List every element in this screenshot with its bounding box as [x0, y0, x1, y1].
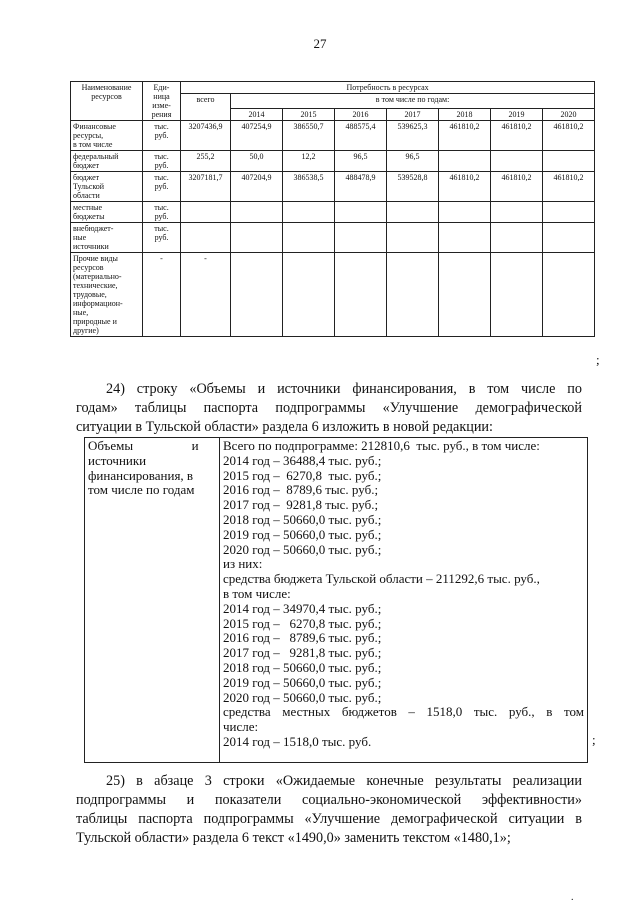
row-year-cell	[491, 223, 543, 253]
header-name-cell: Наименование ресурсов	[71, 82, 143, 121]
row-year-cell	[491, 253, 543, 337]
row-year-cell	[439, 253, 491, 337]
row-year-cell	[491, 151, 543, 172]
header-year-cell: 2018	[439, 109, 491, 121]
footer-mark: .	[571, 892, 574, 903]
paragraph-24: 24) строку «Объемы и источники финансирования, в том числе по годам» таблицы паспорта подпрограммы «Улучшение демографической ситуации в Тульской области» раздела 6 изложить в новой редакции:	[76, 381, 582, 435]
financing-table	[84, 437, 588, 763]
row-year-cell	[283, 202, 335, 223]
table-row	[71, 121, 595, 151]
header-year-cell: 2016	[335, 109, 387, 121]
row-total-cell: -	[181, 253, 231, 337]
row-year-cell	[491, 202, 543, 223]
table-row	[71, 202, 595, 223]
row-year-cell	[231, 202, 283, 223]
paragraph-25: 25) в абзаце 3 строки «Ожидаемые конечные результаты реализации подпрограммы и показатели социально-экономической эффективности» таблицы паспорта подпрограммы «Улучшение демографической ситуации в Тульской области» раздела 6 текст «1490,0» заменить текстом «1480,1»;	[76, 773, 582, 846]
row-year-cell: 539528,8	[387, 172, 439, 202]
row-name-cell: федеральный бюджет	[71, 151, 143, 172]
row-year-cell	[543, 151, 595, 172]
row-year-cell: 96,5	[335, 151, 387, 172]
row-year-cell: 461810,2	[439, 121, 491, 151]
row-year-cell	[543, 202, 595, 223]
row-year-cell	[283, 223, 335, 253]
row-year-cell	[335, 202, 387, 223]
row-year-cell	[543, 253, 595, 337]
row-unit-cell: тыс. руб.	[143, 121, 181, 151]
row-year-cell: 461810,2	[491, 172, 543, 202]
table-row	[71, 151, 595, 172]
row-year-cell	[439, 223, 491, 253]
row-year-cell	[387, 253, 439, 337]
row-year-cell: 50,0	[231, 151, 283, 172]
row-year-cell: 461810,2	[543, 172, 595, 202]
row-year-cell	[387, 223, 439, 253]
row-year-cell	[283, 253, 335, 337]
row-name-cell: Финансовые ресурсы, в том числе	[71, 121, 143, 151]
header-year-cell: 2015	[283, 109, 335, 121]
row-total-cell	[181, 223, 231, 253]
resources-table	[70, 81, 595, 337]
header-unit-cell: Еди- ница изме- рения	[143, 82, 181, 121]
row-name-cell: местные бюджеты	[71, 202, 143, 223]
row-name-cell: Прочие виды ресурсов (материально- технические, трудовые, информацион- ные, природные и другие)	[71, 253, 143, 337]
row-year-cell	[231, 223, 283, 253]
row-total-cell	[181, 202, 231, 223]
row-year-cell	[335, 223, 387, 253]
table2-semicolon: ;	[592, 732, 596, 747]
row-year-cell	[335, 253, 387, 337]
row-unit-cell: тыс. руб.	[143, 172, 181, 202]
row-total-cell: 255,2	[181, 151, 231, 172]
row-year-cell	[387, 202, 439, 223]
row-year-cell: 12,2	[283, 151, 335, 172]
header-by-years-cell: в том числе по годам:	[231, 94, 595, 109]
table-row	[71, 253, 595, 337]
row-year-cell: 386550,7	[283, 121, 335, 151]
row-year-cell: 386538,5	[283, 172, 335, 202]
row-year-cell: 407204,9	[231, 172, 283, 202]
row-unit-cell: тыс. руб.	[143, 223, 181, 253]
table-row	[71, 223, 595, 253]
table-row	[71, 172, 595, 202]
header-year-cell: 2014	[231, 109, 283, 121]
financing-label-cell: Объемы и источники финансирования, в том числе по годам	[85, 438, 220, 763]
row-year-cell: 488478,9	[335, 172, 387, 202]
row-year-cell: 407254,9	[231, 121, 283, 151]
row-year-cell: 461810,2	[439, 172, 491, 202]
table1-semicolon: ;	[596, 352, 600, 367]
row-total-cell: 3207436,9	[181, 121, 231, 151]
row-year-cell: 461810,2	[491, 121, 543, 151]
header-year-cell: 2019	[491, 109, 543, 121]
row-name-cell: внебюджет- ные источники	[71, 223, 143, 253]
header-year-cell: 2020	[543, 109, 595, 121]
row-name-cell: бюджет Тульской области	[71, 172, 143, 202]
page-number: 27	[313, 36, 327, 51]
row-total-cell: 3207181,7	[181, 172, 231, 202]
row-year-cell: 539625,3	[387, 121, 439, 151]
header-year-cell: 2017	[387, 109, 439, 121]
header-total-cell: всего	[181, 94, 231, 121]
row-year-cell	[231, 253, 283, 337]
row-year-cell	[543, 223, 595, 253]
header-need-cell: Потребность в ресурсах	[181, 82, 595, 94]
financing-value-cell: Всего по подпрограмме: 212810,6 тыс. руб., в том числе: 2014 год – 36488,4 тыс. руб.; 2015 год – 6270,8 тыс. руб.; 2016 год – 8789,6 тыс. руб.; 2017 год – 9281,8 тыс. руб.; 2018 год – 50660,0 тыс. руб.; 2019 год – 50660,0 тыс. руб.; 2020 год – 50660,0 тыс. руб.; из них: средства бюджета Тульской области – 211292,6 тыс. руб., в том числе: 2014 год – 34970,4 тыс. руб.; 2015 год – 6270,8 тыс. руб.; 2016 год – 8789,6 тыс. руб.; 2017 год – 9281,8 тыс. руб.; 2018 год – 50660,0 тыс. руб.; 2019 год – 50660,0 тыс. руб.; 2020 год – 50660,0 тыс. руб.; средства местных бюджетов – 1518,0 тыс. руб., в том числе: 2014 год – 1518,0 тыс. руб.	[220, 438, 588, 763]
row-year-cell: 96,5	[387, 151, 439, 172]
row-unit-cell: тыс. руб.	[143, 202, 181, 223]
row-year-cell: 461810,2	[543, 121, 595, 151]
row-year-cell	[439, 202, 491, 223]
row-year-cell	[439, 151, 491, 172]
row-unit-cell: тыс. руб.	[143, 151, 181, 172]
row-unit-cell: -	[143, 253, 181, 337]
row-year-cell: 488575,4	[335, 121, 387, 151]
